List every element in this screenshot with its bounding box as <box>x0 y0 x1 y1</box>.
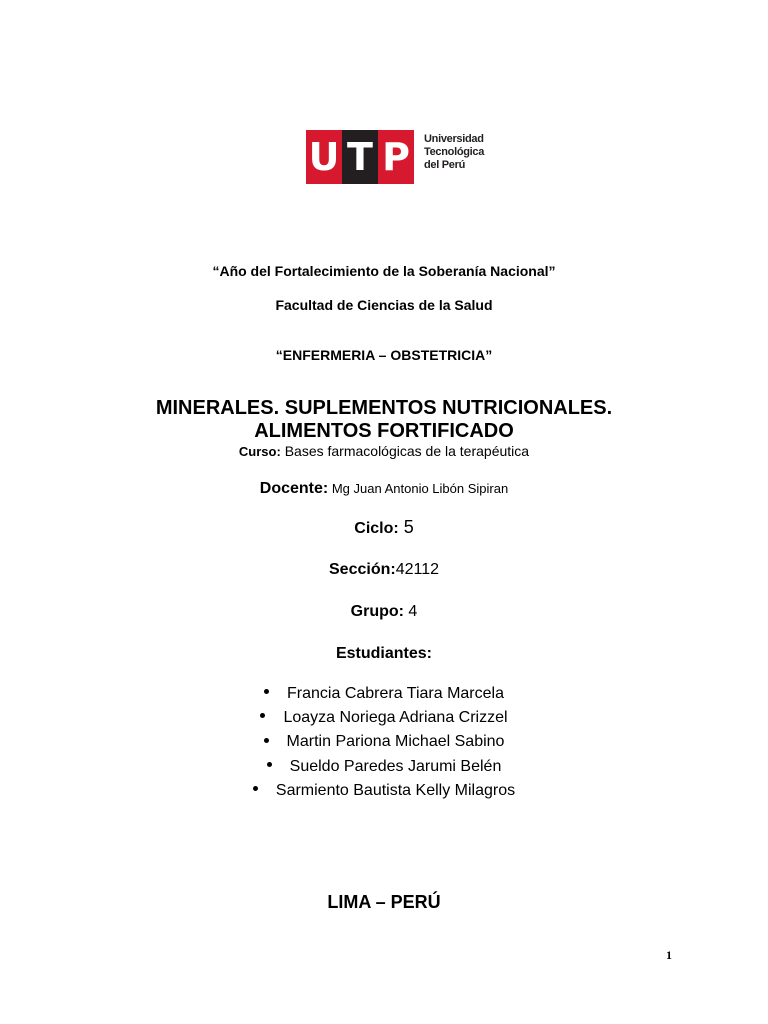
list-item <box>0 732 768 756</box>
course-value: Bases farmacológicas de la terapéutica <box>280 443 530 459</box>
document-title-line-1: MINERALES. SUPLEMENTOS NUTRICIONALES. <box>155 397 613 419</box>
student-name: Francia Cabrera Tiara Marcela <box>287 685 504 702</box>
logo-letter-u: U <box>306 130 342 184</box>
utp-logo <box>306 130 484 184</box>
student-name: Martin Pariona Michael Sabino <box>286 733 505 751</box>
students-list <box>0 684 768 805</box>
faculty-name: Facultad de Ciencias de la Salud <box>275 297 493 313</box>
list-item <box>0 757 768 781</box>
student-name: Sarmiento Bautista Kelly Milagros <box>275 781 516 799</box>
location: LIMA – PERÚ <box>327 892 441 912</box>
bullet-icon <box>267 762 272 767</box>
logo-text-line-1: Universidad <box>424 132 484 145</box>
group-label: Grupo: <box>350 603 404 620</box>
logo-university-name <box>424 133 484 172</box>
page-number: 1 <box>666 948 672 962</box>
cycle-info <box>0 517 768 538</box>
section-info <box>0 561 768 579</box>
student-name: Sueldo Paredes Jarumi Belén <box>289 757 502 775</box>
bullet-icon <box>264 689 269 694</box>
year-motto: “Año del Fortalecimiento de la Soberanía Nacional” <box>212 263 556 279</box>
bullet-icon <box>253 786 258 791</box>
teacher-label: Docente: <box>259 480 329 497</box>
list-item <box>0 708 768 732</box>
document-title-line-2: ALIMENTOS FORTIFICADO <box>254 420 514 442</box>
students-heading: Estudiantes: <box>335 645 432 662</box>
list-item <box>0 684 768 708</box>
group-info <box>0 603 768 621</box>
section-value: 42112 <box>395 561 439 578</box>
group-value: 4 <box>403 603 418 620</box>
student-name: Loayza Noriega Adriana Crizzel <box>283 709 508 727</box>
teacher-info <box>0 480 768 498</box>
course-label: Curso: <box>238 444 281 459</box>
bullet-icon <box>264 738 269 743</box>
logo-text-line-2: Tecnológica <box>424 145 485 158</box>
logo-letter-t: T <box>342 130 378 184</box>
cycle-label: Ciclo: <box>354 520 399 537</box>
logo-text-line-3: del Perú <box>424 158 466 171</box>
cycle-value: 5 <box>398 517 414 537</box>
course-info <box>0 443 768 459</box>
teacher-value: Mg Juan Antonio Libón Sipiran <box>328 481 509 496</box>
section-label: Sección: <box>329 561 396 578</box>
career-name: “ENFERMERIA – OBSTETRICIA” <box>275 347 493 363</box>
logo-letter-p: P <box>378 130 414 184</box>
bullet-icon <box>260 713 265 718</box>
list-item <box>0 781 768 805</box>
